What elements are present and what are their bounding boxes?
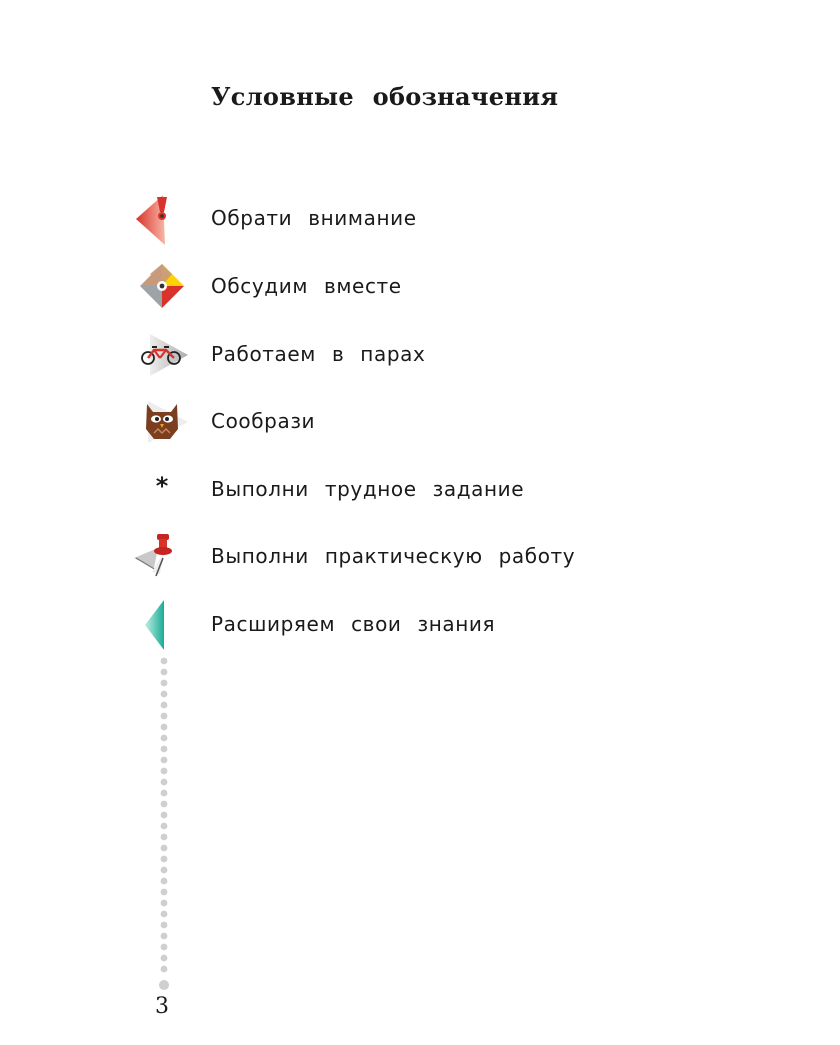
- bicycle-pair-icon: [130, 328, 194, 382]
- margin-dot: [161, 933, 168, 940]
- margin-dot: [161, 779, 168, 786]
- margin-dot: [161, 658, 168, 665]
- legend-item-practical: [130, 530, 690, 584]
- discuss-icon: [130, 260, 194, 314]
- margin-dot: [161, 823, 168, 830]
- margin-dot: [161, 856, 168, 863]
- margin-dot: [161, 812, 168, 819]
- margin-dot: [161, 955, 168, 962]
- margin-dot: [161, 702, 168, 709]
- margin-dot: [161, 669, 168, 676]
- margin-dot: [161, 845, 168, 852]
- margin-dot: [161, 878, 168, 885]
- teal-flag-icon: [130, 598, 194, 652]
- margin-dot: [161, 724, 168, 731]
- legend-item-think: [130, 395, 690, 449]
- margin-dot: [161, 911, 168, 918]
- page-title: Условные обозначения: [211, 82, 559, 111]
- margin-dot: [161, 966, 168, 973]
- margin-dot: [161, 735, 168, 742]
- legend-label: Обсудим вместе: [211, 274, 402, 298]
- margin-dot: [161, 746, 168, 753]
- legend-item-extend-knowledge: [130, 598, 690, 652]
- attention-icon: [130, 192, 194, 246]
- margin-dot: [161, 834, 168, 841]
- dotted-margin-line: [159, 656, 169, 992]
- page-number: 3: [155, 994, 169, 1019]
- legend-item-hard-task: [130, 463, 690, 517]
- margin-dot-end: [159, 980, 169, 990]
- legend-label: Расширяем свои знания: [211, 612, 496, 636]
- pushpin-icon: [130, 530, 194, 584]
- legend-label: Обрати внимание: [211, 206, 417, 230]
- margin-dot: [161, 680, 168, 687]
- margin-dot: [161, 768, 168, 775]
- margin-dot: [161, 757, 168, 764]
- legend-label: Сообрази: [211, 409, 316, 433]
- margin-dot: [161, 900, 168, 907]
- margin-dot: [161, 713, 168, 720]
- legend-item-discuss: [130, 260, 690, 314]
- legend-label: Работаем в парах: [211, 342, 426, 366]
- legend-item-attention: [130, 192, 690, 246]
- margin-dot: [161, 889, 168, 896]
- margin-dot: [161, 922, 168, 929]
- legend-label: Выполни практическую работу: [211, 544, 576, 568]
- asterisk-icon: *: [155, 472, 169, 500]
- margin-dot: [161, 790, 168, 797]
- legend-label: Выполни трудное задание: [211, 477, 525, 501]
- owl-icon: [130, 395, 194, 449]
- margin-dot: [161, 867, 168, 874]
- margin-dot: [161, 944, 168, 951]
- legend-item-pairs: [130, 328, 690, 382]
- margin-dot: [161, 801, 168, 808]
- margin-dot: [161, 691, 168, 698]
